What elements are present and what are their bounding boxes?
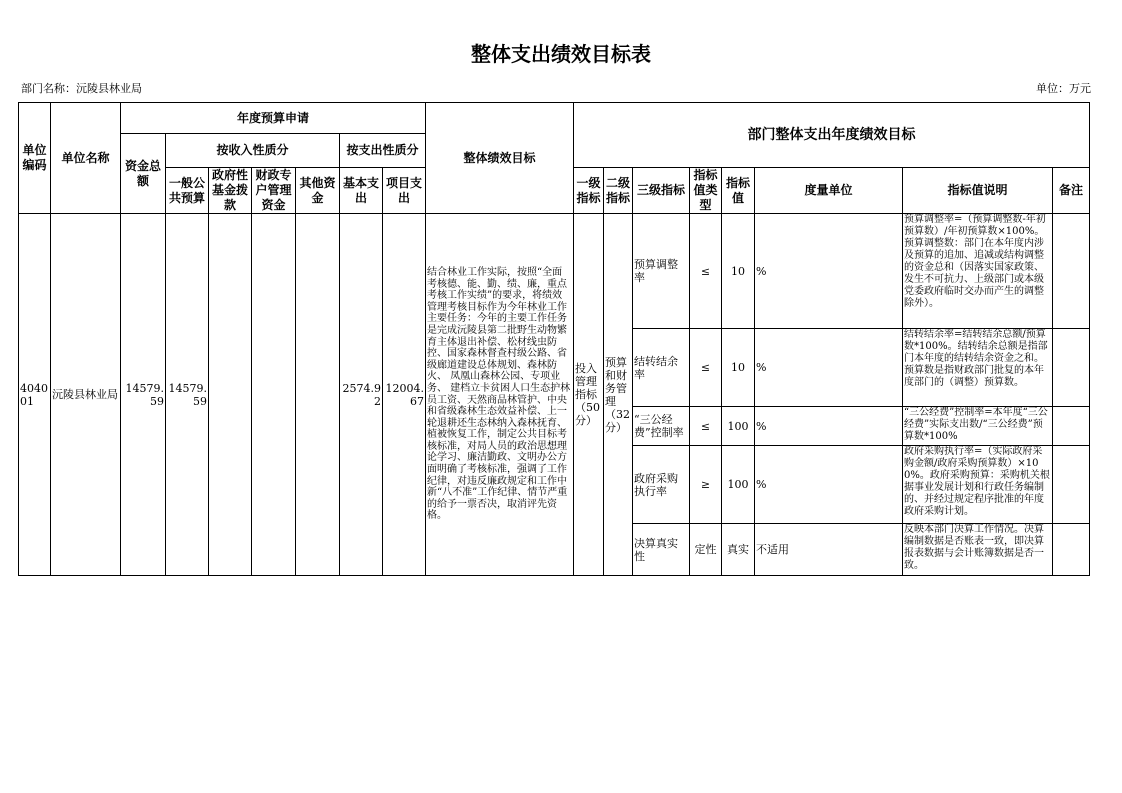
cell-indicator-remark [1053, 329, 1090, 407]
cell-indicator-type: ≤ [690, 407, 722, 446]
header-total-funds: 资金总额 [121, 134, 166, 214]
cell-project-expense: 12004.67 [383, 214, 426, 576]
cell-indicator-remark [1053, 446, 1090, 524]
cell-indicator-explanation: 政府采购执行率=（实际政府采购金额/政府采购预算数）×100%。政府采购预算：采购机关根据事业发展计划和行政任务编制的、并经过规定程序批准的年度政府采购计划。 [903, 446, 1053, 524]
cell-indicator-value: 真实 [722, 524, 755, 576]
cell-indicator-value: 10 [722, 214, 755, 329]
header-by-income: 按收入性质分 [166, 134, 340, 168]
cell-indicator-explanation: 预算调整率=（预算调整数-年初预算数）/年初预算数×100%。预算调整数：部门在本年度内涉及预算的追加、追减或结构调整的资金总和（因落实国家政策、发生不可抗力、上级部门或本级党委政府临时交办而产生的调整除外）。 [903, 214, 1053, 329]
header-fiscal-special: 财政专户管理资金 [252, 168, 296, 214]
header-level2: 二级指标 [604, 168, 633, 214]
cell-indicator-unit: % [755, 329, 903, 407]
header-annual-budget: 年度预算申请 [121, 103, 426, 134]
cell-indicator-explanation: 结转结余率=结转结余总额/预算数*100%。结转结余总额是指部门本年度的结转结余资金之和。预算数是指财政部门批复的本年度部门的（调整）预算数。 [903, 329, 1053, 407]
cell-general-budget: 14579.59 [166, 214, 209, 576]
header-other-funds: 其他资金 [296, 168, 340, 214]
cell-indicator-value: 10 [722, 329, 755, 407]
header-basic-expense: 基本支出 [340, 168, 383, 214]
performance-table [18, 102, 1090, 576]
header-measure-unit: 度量单位 [755, 168, 903, 214]
cell-indicator-explanation: 反映本部门决算工作情况。决算编制数据是否账表一致，即决算报表数据与会计账簿数据是否一致。 [903, 524, 1053, 576]
cell-indicator-unit: % [755, 214, 903, 329]
header-overall-goal: 整体绩效目标 [426, 103, 574, 214]
header-dept-goal: 部门整体支出年度绩效目标 [574, 103, 1090, 168]
cell-indicator-type: 定性 [690, 524, 722, 576]
cell-indicator-name: 决算真实性 [633, 524, 690, 576]
header-unit-name: 单位名称 [51, 103, 121, 214]
cell-indicator-value: 100 [722, 446, 755, 524]
cell-total-funds: 14579.59 [121, 214, 166, 576]
cell-indicator-type: ≤ [690, 214, 722, 329]
header-explanation: 指标值说明 [903, 168, 1053, 214]
header-remark: 备注 [1053, 168, 1090, 214]
cell-indicator-remark [1053, 407, 1090, 446]
cell-unit-code: 404001 [19, 214, 51, 576]
cell-indicator-remark [1053, 524, 1090, 576]
header-by-expense: 按支出性质分 [340, 134, 426, 168]
cell-indicator-name: 预算调整率 [633, 214, 690, 329]
cell-indicator-type: ≥ [690, 446, 722, 524]
cell-indicator-explanation: “三公经费”控制率=本年度“三公经费”实际支出数/“三公经费”预算数*100% [903, 407, 1053, 446]
cell-level2: 预算和财务管理（32分） [604, 214, 633, 576]
cell-indicator-name: 政府采购执行率 [633, 446, 690, 524]
cell-indicator-unit: % [755, 407, 903, 446]
header-value-type: 指标值类型 [690, 168, 722, 214]
header-general-budget: 一般公共预算 [166, 168, 209, 214]
cell-indicator-unit: % [755, 446, 903, 524]
cell-gov-fund [209, 214, 252, 576]
header-level3: 三级指标 [633, 168, 690, 214]
cell-overall-goal: 结合林业工作实际，按照“全面考核德、能、勤、绩、廉，重点考核工作实绩”的要求，将绩效管理考核目标作为今年林业工作主要任务：今年的主要工作任务是完成沅陵县第二批野生动物繁育主体退出补偿、松材线虫防控、国家森林督查村级公路、省级廊道建设总体规划、森林防火、 凤凰山森林公园、专项业务、 建档立卡贫困人口生态护林员工资、天然商品林管护、中央和省级森林生态效益补偿、上一轮退耕还生态林纳入森林抚育、植被恢复工作，制定公共目标考核标准，对局人员的政治思想理论学习、廉洁勤政、文明办公方面明确了考核标准，强调了工作纪律，对违反廉政规定和工作中新“八不准”工作纪律、情节严重的给予一票否决，取消评先资格。 [426, 214, 574, 576]
cell-indicator-unit: 不适用 [755, 524, 903, 576]
table-row [19, 214, 1090, 329]
header-level1: 一级指标 [574, 168, 604, 214]
cell-indicator-value: 100 [722, 407, 755, 446]
cell-indicator-remark [1053, 214, 1090, 329]
cell-indicator-type: ≤ [690, 329, 722, 407]
cell-indicator-name: 结转结余率 [633, 329, 690, 407]
cell-fiscal-special [252, 214, 296, 576]
cell-indicator-name: “三公经费”控制率 [633, 407, 690, 446]
header-project-expense: 项目支出 [383, 168, 426, 214]
cell-other-funds [296, 214, 340, 576]
cell-unit-name: 沅陵县林业局 [51, 214, 121, 576]
unit-label: 单位：万元 [1036, 82, 1091, 95]
header-gov-fund: 政府性基金拨款 [209, 168, 252, 214]
header-unit-code: 单位编码 [19, 103, 51, 214]
department-name: 部门名称：沅陵县林业局 [21, 82, 142, 95]
header-value: 指标值 [722, 168, 755, 214]
cell-basic-expense: 2574.92 [340, 214, 383, 576]
cell-level1: 投入管理指标（50分） [574, 214, 604, 576]
page-title: 整体支出绩效目标表 [471, 42, 651, 66]
